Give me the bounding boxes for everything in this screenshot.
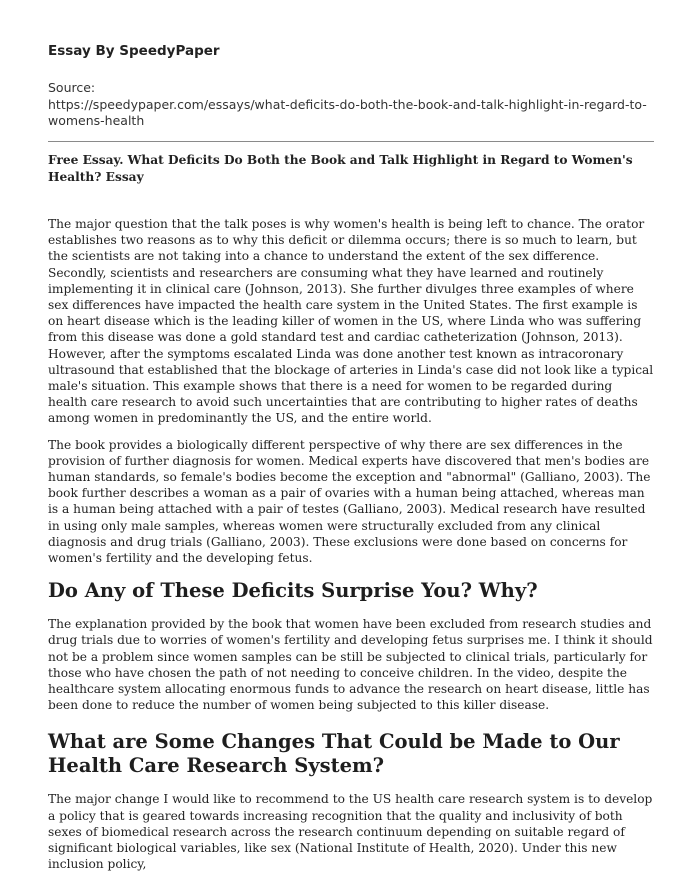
essay-title: Free Essay. What Deficits Do Both the Book and Talk Highlight in Regard to Women's Health? Essay xyxy=(48,153,633,184)
paragraph: The major change I would like to recommend to the US health care research system is to develop a policy that is geared towards increasing recognition that the quality and inclusivity of both sexes of biomedical research across the research continuum depending on suitable regard of significant biological variables, like sex (National Institute of Health, 2020). Under this new inclusion policy, xyxy=(48,792,653,872)
paragraph: The explanation provided by the book that women have been excluded from research studies and drug trials due to worries of women's fertility and developing fetus surprises me. I think it should not be a problem since women samples can be still be subjected to clinical trials, particularly for those who have chosen the path of not needing to conceive children. In the video, despite the healthcare system allocating enormous funds to advance the research on heart disease, little has been done to reduce the number of women being subjected to this killer disease. xyxy=(48,617,653,713)
brand-title: Essay By SpeedyPaper xyxy=(48,43,220,59)
source-label: Source: xyxy=(48,80,96,95)
section-heading: Do Any of These Deficits Surprise You? Why? xyxy=(48,579,538,603)
header-divider xyxy=(48,141,654,142)
essay-body xyxy=(48,216,654,883)
source-url[interactable]: https://speedypaper.com/essays/what-deficits-do-both-the-book-and-talk-highlight-in-regard-to-womens-health xyxy=(48,97,647,128)
section-heading: What are Some Changes That Could be Made to Our Health Care Research System? xyxy=(48,730,620,778)
paragraph: The book provides a biologically different perspective of why there are sex differences in the provision of further diagnosis for women. Medical experts have discovered that men's bodies are human standards, so female's bodies become the exception and "abnormal" (Galliano, 2003). The book further describes a woman as a pair of ovaries with a human being attached, whereas man is a human being attached with a pair of testes (Galliano, 2003). Medical research have resulted in using only male samples, whereas women were structurally excluded from any clinical diagnosis and drug trials (Galliano, 2003). These exclusions were done based on concerns for women's fertility and the developing fetus. xyxy=(48,437,651,566)
paragraph: The major question that the talk poses is why women's health is being left to chance. The orator establishes two reasons as to why this deficit or dilemma occurs; there is so much to learn, but the scientists are not taking into a chance to understand the extent of the sex difference. Secondly, scientists and researchers are consuming what they have learned and routinely implementing it in clinical care (Johnson, 2013). She further divulges three examples of where sex differences have impacted the health care system in the United States. The first example is on heart disease which is the leading killer of women in the US, where Linda who was suffering from this disease was done a gold standard test and cardiac catheterization (Johnson, 2013). However, after the symptoms escalated Linda was done another test known as intracoronary ultrasound that established that the blockage of arteries in Linda's case did not look like a typical male's situation. This example shows that there is a need for women to be regarded during health care research to avoid such uncertainties that are contributing to higher rates of deaths among women in predominantly the US, and the entire world. xyxy=(48,217,654,426)
